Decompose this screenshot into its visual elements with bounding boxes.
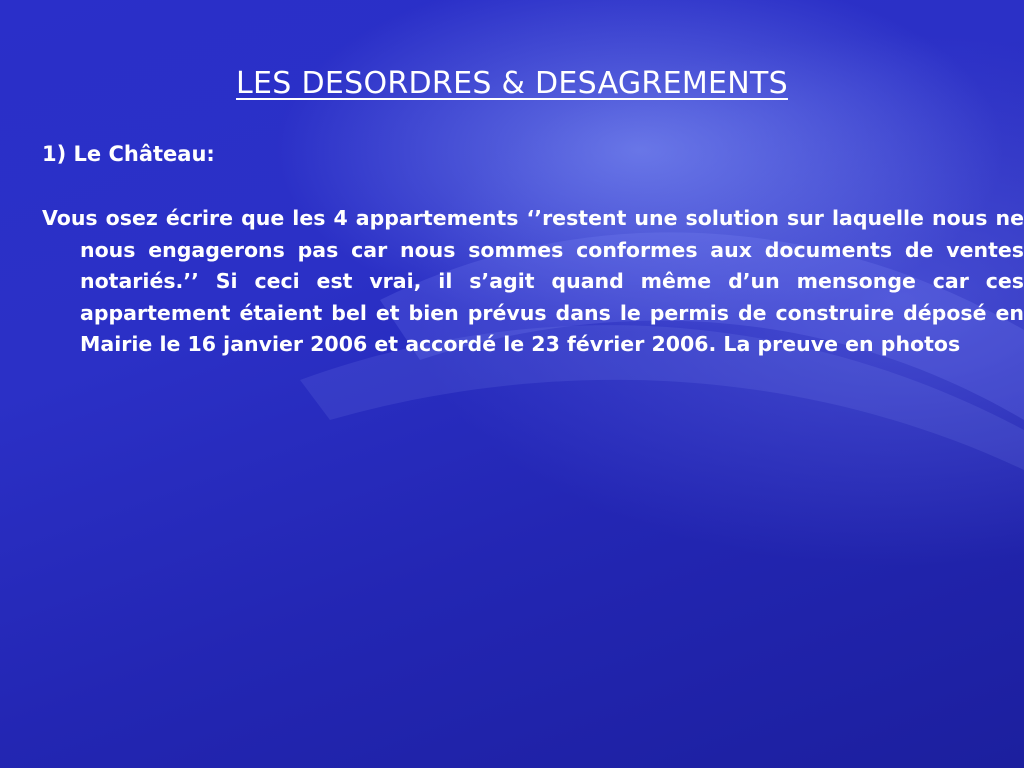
section-heading: 1) Le Château: — [42, 142, 215, 166]
slide-title: LES DESORDRES & DESAGREMENTS — [236, 66, 788, 101]
body-paragraph: Vous osez écrire que les 4 appartements ‘’restent une solution sur laquelle nous ne nous engagerons pas car nous sommes conformes aux documents de ventes notariés.’’ Si ceci est vrai, il s’agit quand même d’un mensonge car ces appartement étaient bel et bien prévus dans le permis de construire déposé en Mairie le 16 janvier 2006 et accordé le 23 février 2006. La preuve en photos — [42, 206, 1024, 356]
